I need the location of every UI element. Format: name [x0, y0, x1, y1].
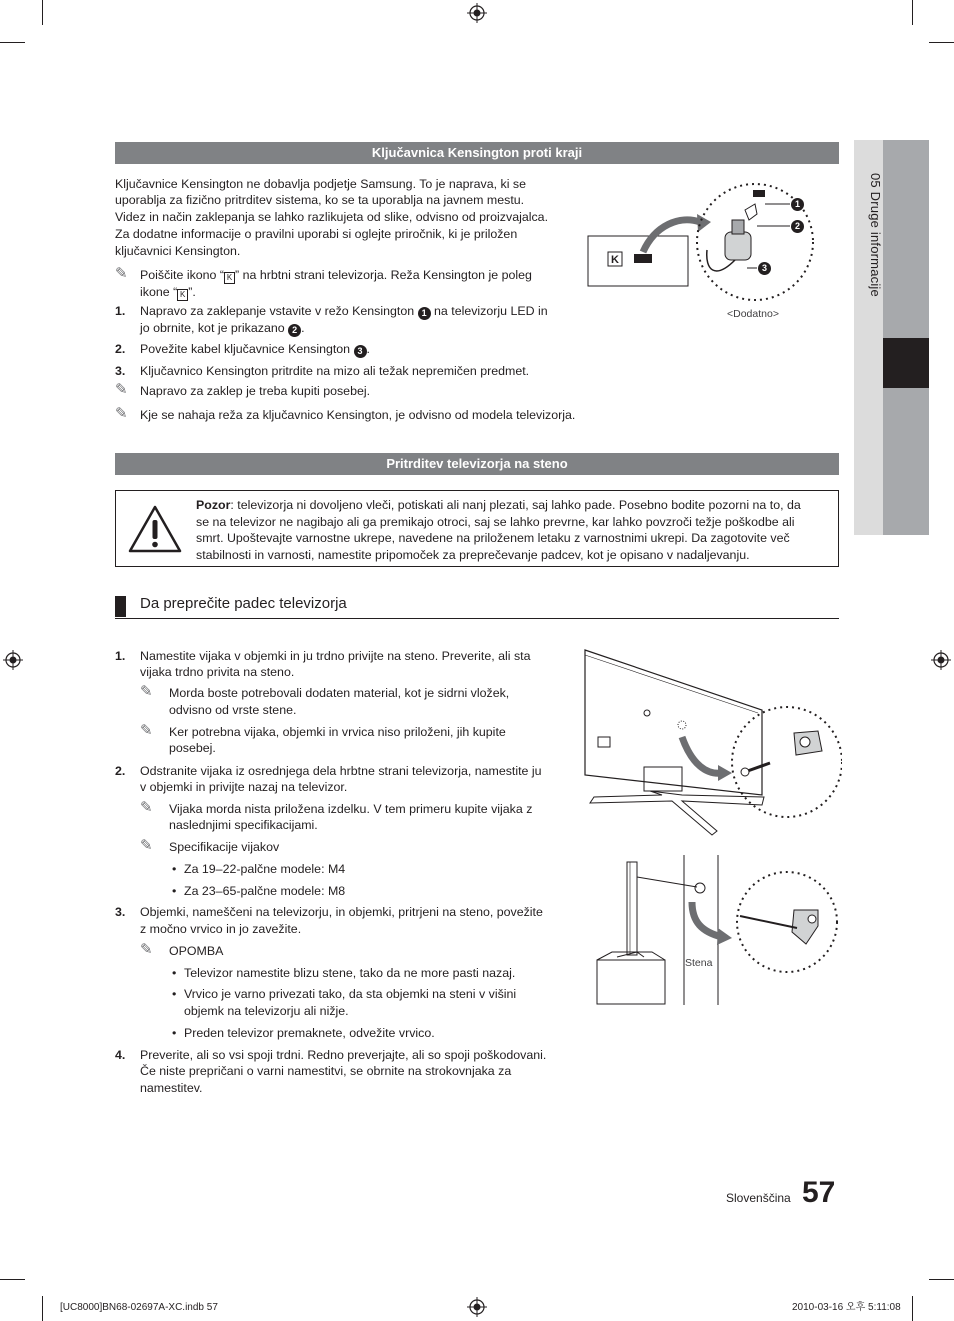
step-text-part: Napravo za zaklepanje vstavite v režo Kensington — [140, 304, 415, 318]
note-bullet: Vrvico je varno privezati tako, da sta objemki na steni v višini — [184, 987, 517, 1001]
step-text-part: jo obrnite, kot je prikazano — [140, 321, 285, 335]
callout-1-icon: 1 — [418, 307, 431, 320]
step-text — [140, 320, 305, 337]
step-text-part: na televizorju LED in — [434, 304, 548, 318]
bullet-icon: • — [172, 966, 177, 980]
chapter-tab-marker — [883, 338, 929, 388]
crop-mark — [42, 1296, 43, 1321]
warning-line-text: : televizorja ni dovoljeno vleči, potiskati ali nanj plezati, saj lahko pade. Posebno bodite pozorni na to, da — [230, 498, 801, 512]
figure-caption: <Dodatno> — [727, 308, 779, 320]
crop-mark — [0, 1279, 25, 1280]
tv-back-bracket-illustration — [582, 645, 842, 840]
crop-mark — [0, 42, 25, 43]
crop-mark — [42, 0, 43, 25]
crop-mark — [912, 1296, 913, 1321]
chapter-tab-label: 05 Druge informacije — [868, 173, 883, 297]
note-text: ” na hrbtni strani televizorja. Reža Kensington je poleg — [235, 268, 532, 282]
step-number: 2. — [115, 342, 126, 356]
intro-line: Videz in način zaklepanja se lahko razlikujeta od slike, odvisno od proizvajalca. — [115, 210, 549, 224]
intro-line: Za dodatne informacije o pravilni uporabi si oglejte priročnik, ki je priložen — [115, 227, 518, 241]
crop-mark — [912, 0, 913, 25]
step-text: Ključavnico Kensington pritrdite na mizo ali težak nepremičen predmet. — [140, 364, 530, 378]
step-number: 1. — [115, 304, 126, 318]
note-text: ikone “ — [140, 285, 178, 299]
registration-mark-icon — [467, 3, 487, 23]
step-text — [140, 303, 548, 320]
subheading-text: Da preprečite padec televizorja — [140, 595, 347, 612]
print-date-info: 2010-03-16 오후 5:11:08 — [792, 1302, 901, 1313]
note-text: Morda boste potrebovali dodaten material, kot je sidrni vložek, — [169, 686, 510, 700]
print-file-info: [UC8000]BN68-02697A-XC.indb 57 — [60, 1302, 218, 1313]
crop-mark — [929, 42, 954, 43]
note-bullet: Preden televizor premaknete, odvežite vrvico. — [184, 1026, 435, 1040]
step-number: 3. — [115, 905, 126, 919]
warning-label: Pozor — [196, 498, 231, 512]
note-text: odvisno od vrste stene. — [169, 703, 297, 717]
note-pencil-icon: ✎ — [140, 722, 153, 739]
note-pencil-icon: ✎ — [115, 265, 128, 282]
step-text: Če niste prepričani o varni namestitvi, se obrnite na strokovnjaka za — [140, 1064, 512, 1078]
step-text: Povežite kabel ključavnice Kensington 3 . — [140, 342, 370, 356]
callout-2-icon: 2 — [791, 220, 804, 233]
warning-box — [115, 490, 839, 567]
warning-text — [196, 497, 836, 563]
step-text: Objemki, nameščeni na televizorju, in objemki, pritrjeni na steno, povežite — [140, 905, 543, 919]
note-text: posebej. — [169, 741, 216, 755]
step-text: v objemki in privijte nazaj na televizor. — [140, 780, 348, 794]
note-text: Ker potrebna vijaka, objemki in vrvica niso priloženi, jih kupite — [169, 725, 506, 739]
note-text: Napravo za zaklep je treba kupiti posebej. — [140, 384, 371, 398]
bullet-icon: • — [172, 884, 177, 898]
callout-1-icon: 1 — [791, 198, 804, 211]
warning-triangle-icon — [127, 504, 183, 554]
step-text: Preverite, ali so vsi spoji trdni. Redno preverjajte, ali so spoji poškodovani. — [140, 1048, 547, 1062]
note-text: Kje se nahaja reža za ključavnico Kensington, je odvisno od modela televizorja. — [140, 408, 576, 422]
subheading-marker — [115, 596, 126, 617]
intro-line: Ključavnice Kensington ne dobavlja podjetje Samsung. To je naprava, ki se — [115, 177, 526, 191]
kensington-lock-illustration — [585, 170, 825, 310]
note-bullet: objemk na televizorju ali nižje. — [184, 1004, 349, 1018]
crop-mark — [929, 1279, 954, 1280]
registration-mark-icon — [3, 650, 23, 670]
note-kensington-icon — [140, 267, 532, 284]
spec-item: Za 23–65-palčne modele: M8 — [184, 884, 346, 898]
kensington-slot-icon: K — [177, 289, 188, 301]
step-text: Namestite vijaka v objemki in ju trdno privijte na steno. Preverite, ali sta — [140, 649, 531, 663]
bullet-icon: • — [172, 862, 177, 876]
step-text: z močno vrvico in jo zavežite. — [140, 922, 302, 936]
footer-language: Slovenščina — [726, 1191, 791, 1205]
step-text: Odstranite vijaka iz osrednjega dela hrbtne strani televizorja, namestite ju — [140, 764, 542, 778]
intro-line: ključavnici Kensington. — [115, 244, 241, 258]
step-text-part: Povežite kabel ključavnice Kensington — [140, 342, 351, 356]
warning-line: se na televizor ne nagibajo ali ga premikajo otroci, saj se lahko prevrne, kar lahko povzroči težje poškodbe ali — [196, 514, 795, 529]
kensington-slot-icon: K — [224, 272, 235, 284]
step-number: 4. — [115, 1048, 126, 1062]
callout-3-icon: 3 — [354, 345, 367, 358]
step-text-part: . — [301, 321, 305, 335]
callout-2-icon: 2 — [288, 324, 301, 337]
wall-label: Stena — [685, 957, 713, 969]
note-pencil-icon: ✎ — [140, 837, 153, 854]
note-pencil-icon: ✎ — [115, 405, 128, 422]
section-title-wall-mount: Pritrditev televizorja na steno — [115, 453, 839, 475]
intro-line: uporablja za fizično pritrditev sistema, ko se ta uporablja na javnem mestu. — [115, 193, 525, 207]
tv-wall-tie-illustration — [582, 852, 842, 1007]
note-heading: OPOMBA — [169, 944, 224, 958]
svg-text:K: K — [611, 254, 619, 266]
note-text: Poiščite ikono “ — [140, 268, 225, 282]
warning-line: stabilnosti in varnosti, namestite pripomoček za preprečevanje padcev, kot je opisano v nadaljevanju. — [196, 547, 750, 562]
note-text: ”. — [188, 285, 196, 299]
subheading — [115, 595, 839, 619]
note-kensington-icon-cont — [140, 284, 196, 301]
step-text: vijaka trdno privita na steno. — [140, 665, 295, 679]
note-bullet: Televizor namestite blizu stene, tako da ne more pasti nazaj. — [184, 966, 516, 980]
registration-mark-icon — [467, 1297, 487, 1317]
step-text: namestitev. — [140, 1081, 203, 1095]
callout-3-icon: 3 — [758, 262, 771, 275]
note-text: naslednjimi specifikacijami. — [169, 818, 318, 832]
page-number: 57 — [802, 1176, 836, 1209]
section-title-kensington: Ključavnica Kensington proti kraji — [115, 142, 839, 164]
note-pencil-icon: ✎ — [115, 381, 128, 398]
note-text: Vijaka morda nista priložena izdelku. V tem primeru kupite vijaka z — [169, 802, 533, 816]
warning-line — [196, 497, 836, 514]
step-number: 3. — [115, 364, 126, 378]
warning-line: smrt. Upoštevajte varnostne ukrepe, navedene na priloženem letaku z varnostnimi ukrepi. Da zagotovite več — [196, 531, 790, 545]
note-pencil-icon: ✎ — [140, 799, 153, 816]
step-number: 1. — [115, 649, 126, 663]
bullet-icon: • — [172, 987, 177, 1001]
note-pencil-icon: ✎ — [140, 941, 153, 958]
bullet-icon: • — [172, 1026, 177, 1040]
note-text: Specifikacije vijakov — [169, 840, 280, 854]
step-number: 2. — [115, 764, 126, 778]
registration-mark-icon — [931, 650, 951, 670]
spec-item: Za 19–22-palčne modele: M4 — [184, 862, 346, 876]
note-pencil-icon: ✎ — [140, 683, 153, 700]
